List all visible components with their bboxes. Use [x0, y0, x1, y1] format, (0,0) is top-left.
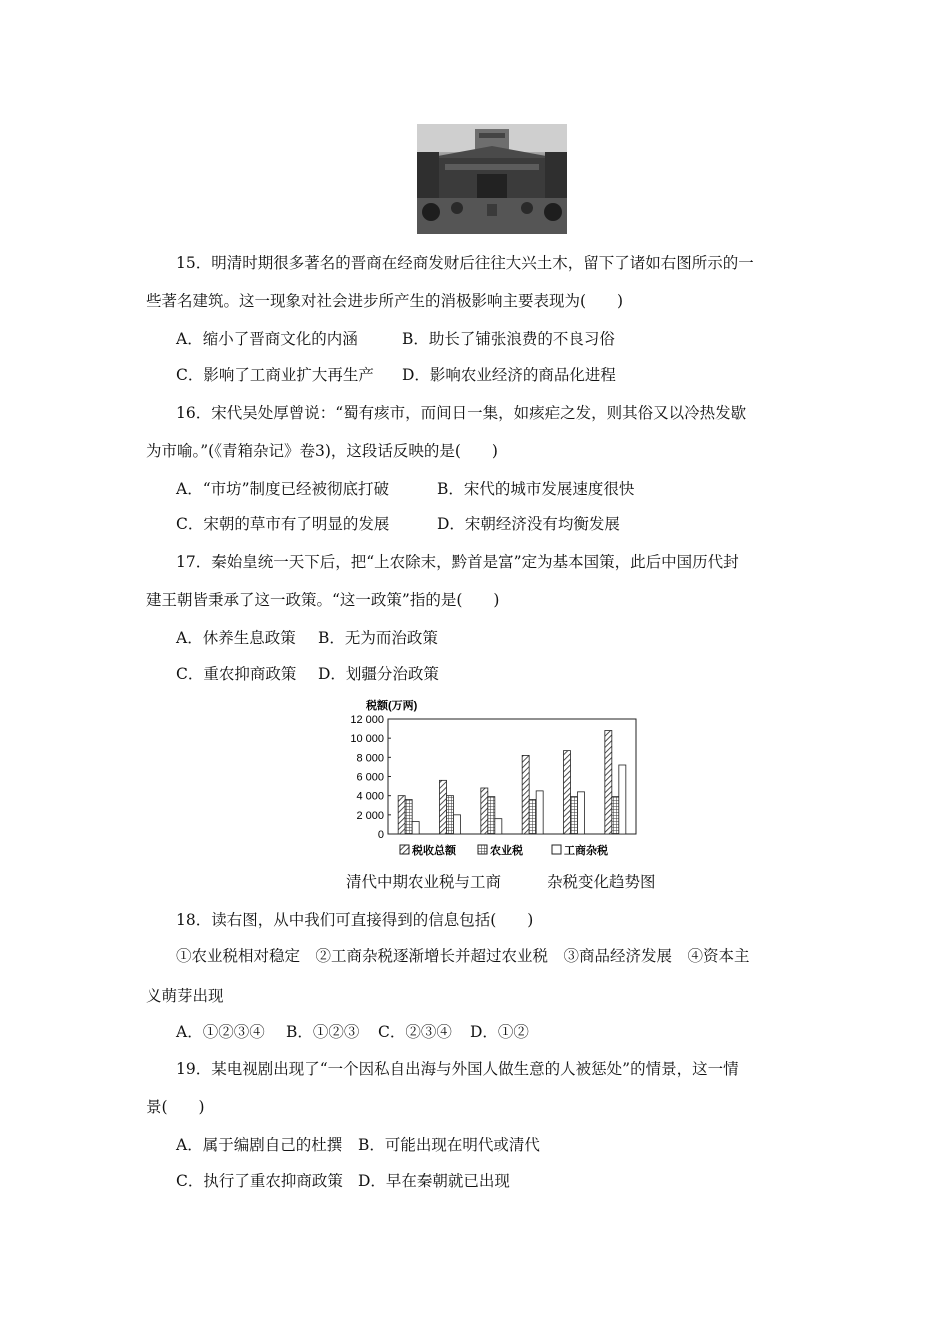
q15-option-b[interactable]: B．助长了铺张浪费的不良习俗	[402, 330, 615, 348]
legend-label: 工商杂税	[564, 845, 608, 857]
y-tick-label: 2 000	[356, 809, 384, 822]
chart-caption-left: 清代中期农业税与工商	[346, 873, 502, 891]
q18-option-b[interactable]: B．①②③	[286, 1023, 360, 1041]
bar-hatch	[605, 731, 612, 835]
bar-crosshatch	[529, 800, 536, 835]
bar-white	[578, 792, 585, 834]
y-tick-label: 12 000	[350, 714, 384, 726]
q17-stem-line2: 建王朝皆秉承了这一政策。“这一政策”指的是( )	[146, 591, 500, 609]
y-tick-label: 6 000	[356, 771, 384, 784]
q15-option-a[interactable]: A．缩小了晋商文化的内涵	[176, 330, 358, 348]
bar-white	[619, 765, 626, 834]
q15-stem-line1: 15．明清时期很多著名的晋商在经商发财后往往大兴土木，留下了诸如右图所示的一	[176, 254, 754, 272]
q16-stem-line2: 为市喻。”(《青箱杂记》卷3)，这段话反映的是( )	[146, 442, 498, 460]
q19-stem-line1: 19．某电视剧出现了“一个因私自出海与外国人做生意的人被惩处”的情景，这一情	[176, 1060, 739, 1078]
q17-option-a[interactable]: A．休养生息政策	[176, 629, 296, 647]
q18-option-a[interactable]: A．①②③④	[176, 1023, 265, 1041]
q19-option-c[interactable]: C．执行了重农抑商政策	[176, 1172, 343, 1190]
y-tick-label: 10 000	[350, 733, 384, 746]
bar-white	[454, 815, 461, 834]
q17-stem-line1: 17．秦始皇统一天下后，把“上农除末，黔首是富”定为基本国策，此后中国历代封	[176, 553, 739, 571]
q17-option-d[interactable]: D．划疆分治政策	[318, 665, 439, 683]
q19-option-d[interactable]: D．早在秦朝就已出现	[358, 1172, 510, 1190]
q15-option-d[interactable]: D．影响农业经济的商品化进程	[402, 366, 616, 384]
legend-swatch	[552, 845, 561, 854]
chart-caption-right: 杂税变化趋势图	[547, 873, 656, 891]
bar-hatch	[522, 755, 529, 834]
q16-option-d[interactable]: D．宋朝经济没有均衡发展	[437, 515, 620, 533]
tax-bar-chart-svg	[340, 695, 640, 865]
bar-hatch	[398, 796, 405, 834]
q15-option-c[interactable]: C．影响了工商业扩大再生产	[176, 366, 374, 384]
q16-stem-line1: 16．宋代吴处厚曾说：“蜀有痎市，而间日一集，如痎疟之发，则其俗又以冷热发歇	[176, 404, 747, 422]
legend-label: 税收总额	[412, 845, 456, 857]
q19-option-a[interactable]: A．属于编剧自己的杜撰	[176, 1136, 343, 1154]
legend-label: 农业税	[490, 845, 523, 857]
q18-stem-line3: 义萌芽出现	[146, 987, 224, 1005]
bar-crosshatch	[405, 800, 412, 835]
bar-crosshatch	[571, 797, 578, 834]
q18-option-c[interactable]: C．②③④	[378, 1023, 452, 1041]
bar-crosshatch	[488, 797, 495, 834]
bar-white	[412, 822, 419, 834]
q17-option-c[interactable]: C．重农抑商政策	[176, 665, 297, 683]
bar-crosshatch	[447, 796, 454, 834]
bar-white	[495, 819, 502, 834]
courtyard-building-photo	[417, 124, 567, 234]
y-tick-label: 4 000	[356, 790, 384, 803]
q18-stem-line1: 18．读右图，从中我们可直接得到的信息包括( )	[176, 911, 534, 929]
q18-option-d[interactable]: D．①②	[470, 1023, 529, 1041]
y-tick-label: 0	[377, 829, 384, 841]
bar-hatch	[481, 788, 488, 834]
bar-hatch	[564, 751, 571, 834]
q16-option-c[interactable]: C．宋朝的草市有了明显的发展	[176, 515, 390, 533]
y-axis-label: 税额(万两)	[366, 700, 418, 712]
bar-hatch	[440, 780, 447, 834]
q15-stem-line2: 些著名建筑。这一现象对社会进步所产生的消极影响主要表现为( )	[146, 292, 624, 310]
legend-swatch	[478, 845, 487, 854]
bar-crosshatch	[612, 797, 619, 834]
q19-option-b[interactable]: B．可能出现在明代或清代	[358, 1136, 540, 1154]
bar-white	[536, 791, 543, 834]
y-tick-label: 8 000	[356, 752, 384, 765]
q16-option-a[interactable]: A．“市坊”制度已经被彻底打破	[176, 480, 390, 498]
legend-swatch	[400, 845, 409, 854]
q19-stem-line2: 景( )	[146, 1098, 205, 1116]
q18-stem-line2: ①农业税相对稳定 ②工商杂税逐渐增长并超过农业税 ③商品经济发展 ④资本主	[176, 947, 750, 965]
q16-option-b[interactable]: B．宋代的城市发展速度很快	[437, 480, 635, 498]
tax-bar-chart	[340, 695, 640, 865]
q17-option-b[interactable]: B．无为而治政策	[318, 629, 438, 647]
